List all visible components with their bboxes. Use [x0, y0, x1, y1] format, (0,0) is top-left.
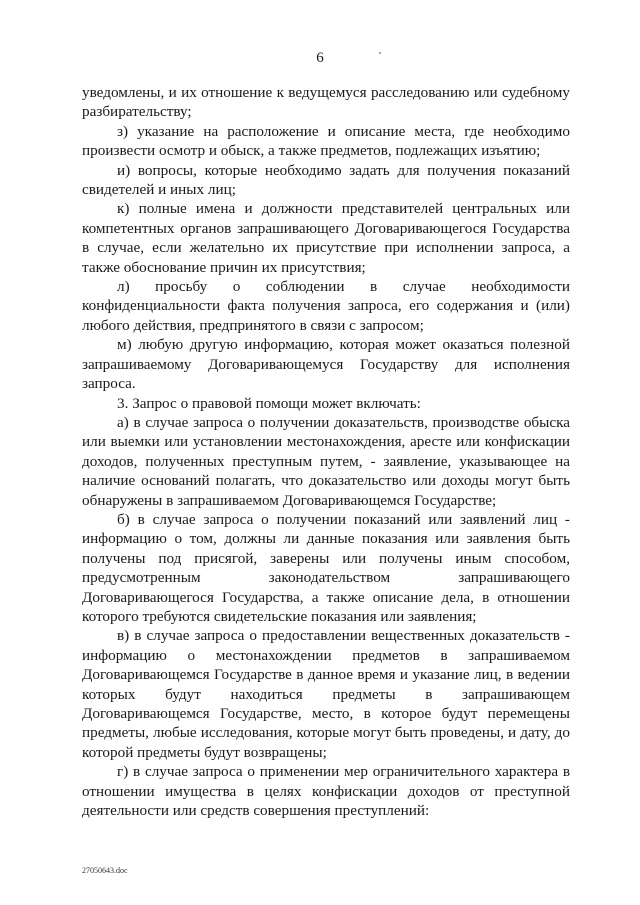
paragraph-item-a: а) в случае запроса о получении доказательств, производстве обыска или выемки или установлении местонахождения, аресте или конфискации доходов, полученных преступным путем, - заявление, указывающее на наличие оснований полагать, что доказательство или доходы могут быть обнаружены в запрашиваемом Договаривающемся Государстве;	[82, 413, 570, 509]
paragraph-item-b: б) в случае запроса о получении показаний или заявлений лиц - информацию о том, должны ли данные показания или заявления быть получены под присягой, заверены или получены иным способом, предусмотренным законодательством запрашивающего Договаривающегося Государства, а также описание дела, в отношении которого требуются свидетельские показания или заявления;	[82, 510, 570, 625]
paragraph-continuation: уведомлены, и их отношение к ведущемуся расследованию или судебному разбирательству;	[82, 84, 570, 121]
footer-filename: 27050643.doc	[82, 866, 128, 875]
document-body	[82, 83, 570, 820]
paragraph-item-z: з) указание на расположение и описание места, где необходимо произвести осмотр и обыск, а также предметов, подлежащих изъятию;	[82, 122, 570, 160]
paragraph-item-m: м) любую другую информацию, которая может оказаться полезной запрашиваемому Договаривающемуся Государству для исполнения запроса.	[82, 336, 570, 393]
paragraph-section-3: 3. Запрос о правовой помощи может включать:	[117, 394, 421, 412]
paragraph-item-g: г) в случае запроса о применении мер ограничительного характера в отношении имущества в целях конфискации доходов от преступной деятельности или средств совершения преступлений:	[82, 763, 570, 820]
paragraph-item-v: в) в случае запроса о предоставлении вещественных доказательств - информацию о местонахождении предметов в запрашиваемом Договаривающемся Государстве в данное время и указание лиц, в ведении которых будут находиться предметы в запрашивающем Договаривающемся Государстве, место, в которое будут перемещены предметы, любые исследования, которые могут быть проведены, и дату, до которой предметы будут возвращены;	[82, 627, 570, 761]
page-number: 6	[316, 50, 324, 66]
paragraph-item-k: к) полные имена и должности представителей центральных или компетентных органов запрашивающего Договаривающегося Государства в случае, если желательно их присутствие при исполнении запроса, а также обоснование причин их присутствия;	[82, 200, 570, 276]
paragraph-item-i: и) вопросы, которые необходимо задать для получения показаний свидетелей и иных лиц;	[82, 161, 570, 199]
scan-speck	[379, 52, 381, 54]
paragraph-item-l: л) просьбу о соблюдении в случае необходимости конфиденциальности факта получения запроса, его содержания и (или) любого действия, предпринятого в связи с запросом;	[82, 278, 570, 334]
